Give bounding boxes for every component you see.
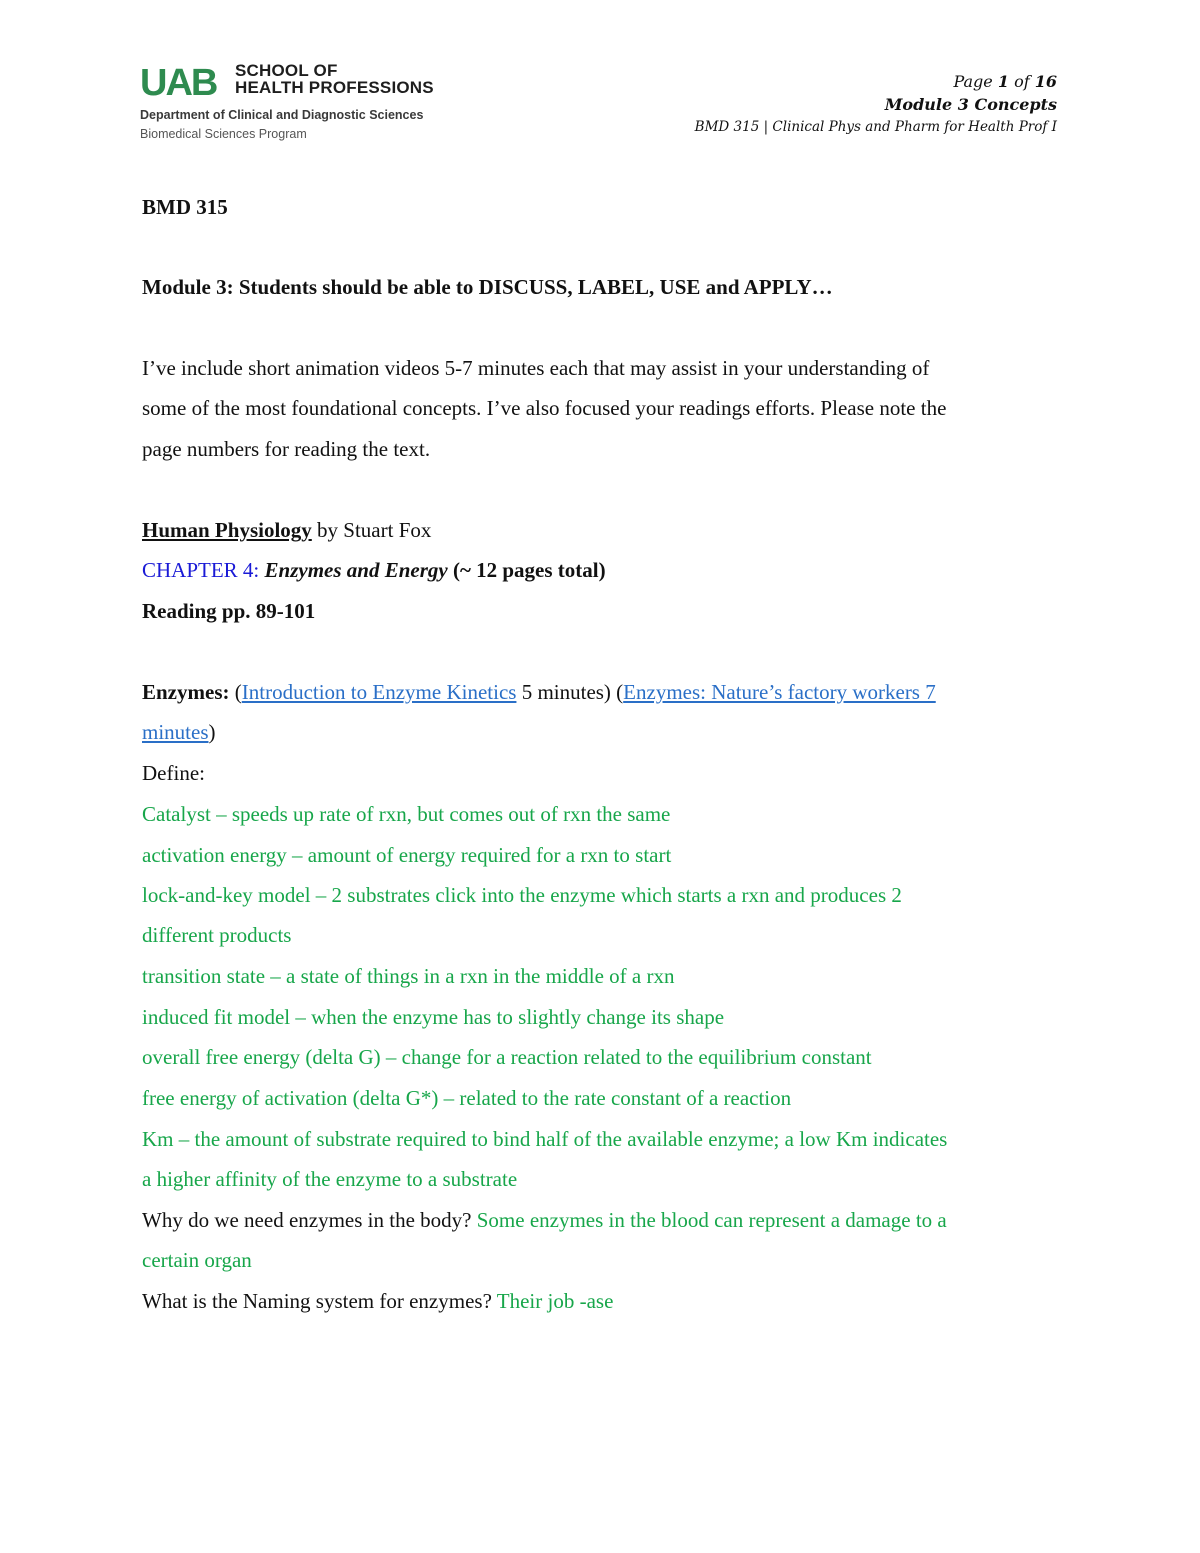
reading-pages: Reading pp. 89-101 — [142, 599, 316, 623]
paren-open: ( — [229, 680, 242, 704]
intro-line-3: page numbers for reading the text. — [142, 437, 431, 461]
course-title: BMD 315 | Clinical Phys and Pharm for Health Prof I — [694, 119, 1057, 135]
define-label: Define: — [142, 761, 205, 785]
chapter-pages: (~ 12 pages total) — [447, 558, 606, 582]
uab-logo-text: UAB — [140, 64, 217, 98]
page-number-line — [695, 70, 1057, 93]
definition-delta-g: overall free energy (delta G) – change for a reaction related to the equilibrium constant — [142, 1045, 872, 1069]
question-1: Why do we need enzymes in the body? — [142, 1208, 472, 1232]
book-author: by Stuart Fox — [311, 518, 432, 542]
question-naming-system — [142, 1288, 613, 1314]
enzymes-videos-line-2 — [142, 719, 216, 745]
answer-1: Some enzymes in the blood can represent a damage to a — [471, 1208, 947, 1232]
module-objective: Module 3: Students should be able to DISCUSS, LABEL, USE and APPLY… — [142, 275, 833, 299]
chapter-heading — [142, 557, 606, 583]
page-total: 16 — [1034, 72, 1057, 91]
uab-logo — [140, 62, 480, 152]
chapter-title: Enzymes and Energy — [264, 558, 448, 582]
question-2: What is the Naming system for enzymes? — [142, 1289, 492, 1313]
definition-km: Km – the amount of substrate required to bind half of the available enzyme; a low Km indicates — [142, 1127, 948, 1151]
logo-program: Biomedical Sciences Program — [140, 127, 307, 141]
definition-catalyst: Catalyst – speeds up rate of rxn, but comes out of rxn the same — [142, 802, 671, 826]
page-of: of — [1009, 72, 1035, 91]
question-why-enzymes — [142, 1207, 947, 1233]
page-header-info — [695, 70, 1057, 139]
uab-logo-mark — [140, 64, 232, 98]
book-reference — [142, 517, 431, 543]
answer-2: Their job -ase — [491, 1289, 614, 1313]
video1-length: 5 minutes) ( — [516, 680, 624, 704]
video-link-factory-workers-cont[interactable]: minutes — [142, 720, 209, 744]
definition-lock-and-key: lock-and-key model – 2 substrates click into the enzyme which starts a rxn and produces 2 — [142, 883, 902, 907]
module-title: Module 3 Concepts — [884, 95, 1057, 114]
logo-school-name — [235, 62, 434, 96]
page-prefix: Page — [953, 72, 998, 91]
definition-induced-fit: induced fit model – when the enzyme has to slightly change its shape — [142, 1005, 725, 1029]
definition-activation-energy: activation energy – amount of energy required for a rxn to start — [142, 843, 672, 867]
book-title: Human Physiology — [142, 518, 312, 542]
video-link-factory-workers[interactable]: Enzymes: Nature’s factory workers 7 — [623, 680, 936, 704]
intro-line-2: some of the most foundational concepts. I’ve also focused your readings efforts. Please note the — [142, 396, 947, 420]
answer-1-cont: certain organ — [142, 1248, 252, 1272]
video-link-enzyme-kinetics[interactable]: Introduction to Enzyme Kinetics — [241, 680, 517, 704]
intro-line-1: I’ve include short animation videos 5-7 minutes each that may assist in your understanding of — [142, 356, 930, 380]
definition-km-cont: a higher affinity of the enzyme to a substrate — [142, 1167, 518, 1191]
logo-department: Department of Clinical and Diagnostic Sciences — [140, 108, 424, 122]
definition-transition-state: transition state – a state of things in a rxn in the middle of a rxn — [142, 964, 675, 988]
enzymes-heading: Enzymes: — [142, 680, 230, 704]
definition-delta-g-star: free energy of activation (delta G*) – related to the rate constant of a reaction — [142, 1086, 792, 1110]
logo-school-line1: SCHOOL OF — [235, 61, 338, 80]
definition-lock-and-key-cont: different products — [142, 923, 292, 947]
paren-close: ) — [208, 720, 216, 744]
enzymes-videos-line — [142, 679, 936, 705]
logo-school-line2: HEALTH PROFESSIONS — [235, 78, 434, 97]
chapter-label: CHAPTER 4: — [142, 558, 260, 582]
page-num: 1 — [997, 72, 1009, 91]
course-code: BMD 315 — [142, 195, 228, 219]
